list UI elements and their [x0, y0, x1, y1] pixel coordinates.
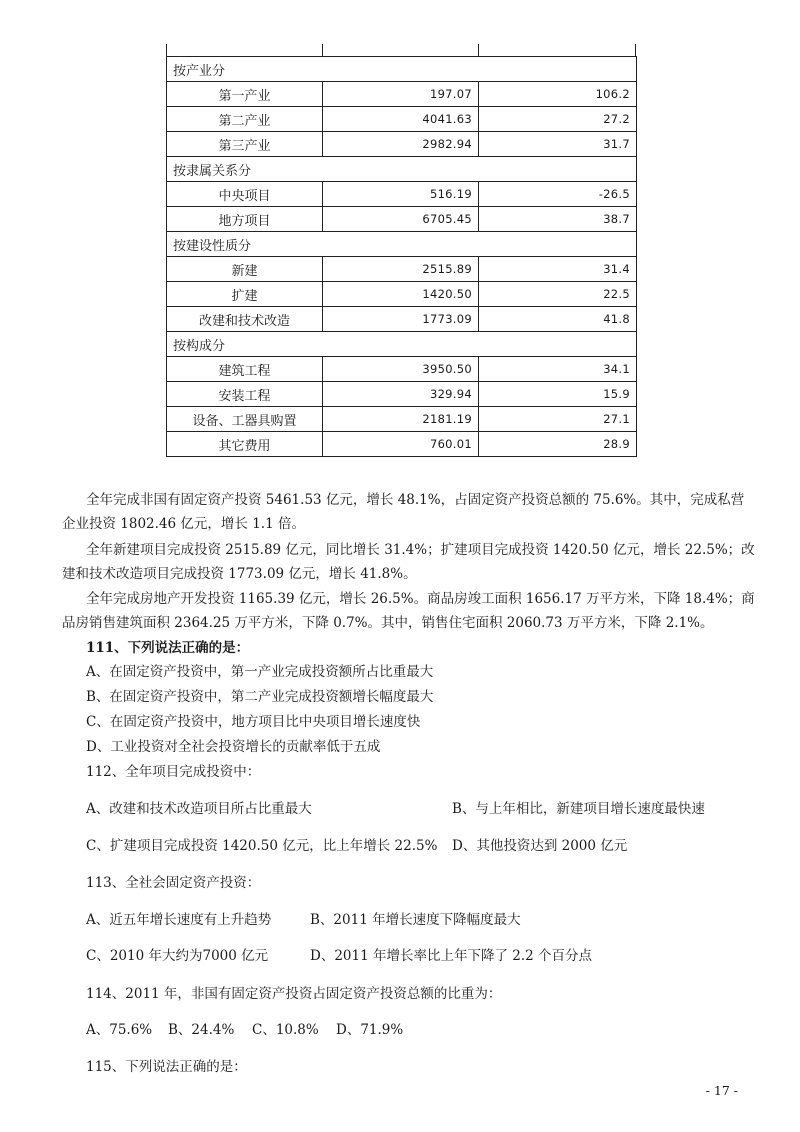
question-112-option-c: C、扩建项目完成投资 1420.50 亿元，比上年增长 22.5%: [86, 838, 438, 854]
row-label: 第三产业: [167, 132, 323, 157]
row-label: 第一产业: [167, 82, 323, 107]
table-row: [167, 257, 637, 282]
row-label: 新建: [167, 257, 323, 282]
question-114-option-c: C、10.8%: [252, 1022, 319, 1038]
investment-table: [166, 44, 636, 457]
question-114-option-d: D、71.9%: [336, 1022, 404, 1038]
question-111-option-b: B、在固定资产投资中，第二产业完成投资额增长幅度最大: [86, 689, 434, 705]
growth-cell: 31.4: [479, 257, 637, 282]
amount-cell: 4041.63: [323, 107, 479, 132]
growth-cell: 106.2: [479, 82, 637, 107]
table-section-row: [167, 232, 637, 257]
amount-cell: 516.19: [323, 182, 479, 207]
table-row: [167, 132, 637, 157]
question-112-stem: 112、全年项目完成投资中：: [86, 764, 261, 780]
question-113-option-b: B、2011 年增长速度下降幅度最大: [310, 912, 521, 928]
table-section-heading: 按构成分: [167, 332, 637, 357]
question-113-option-d: D、2011 年增长率比上年下降了 2.2 个百分点: [310, 948, 593, 964]
table-row: [167, 82, 637, 107]
growth-cell: 28.9: [479, 432, 637, 457]
table-row: [167, 182, 637, 207]
growth-cell: 38.7: [479, 207, 637, 232]
amount-cell: 329.94: [323, 382, 479, 407]
growth-cell: 41.8: [479, 307, 637, 332]
question-111-option-a: A、在固定资产投资中，第一产业完成投资额所占比重最大: [86, 664, 434, 680]
table-row: [167, 282, 637, 307]
growth-cell: 22.5: [479, 282, 637, 307]
question-111-stem: 111、下列说法正确的是：: [86, 640, 250, 656]
table-row: [167, 207, 637, 232]
row-label: 改建和技术改造: [167, 307, 323, 332]
table-section-row: [167, 332, 637, 357]
question-111-option-c: C、在固定资产投资中，地方项目比中央项目增长速度快: [86, 714, 421, 730]
row-label: 扩建: [167, 282, 323, 307]
row-label: 设备、工器具购置: [167, 407, 323, 432]
amount-cell: 760.01: [323, 432, 479, 457]
row-label: 建筑工程: [167, 357, 323, 382]
amount-cell: 2982.94: [323, 132, 479, 157]
amount-cell: 1420.50: [323, 282, 479, 307]
amount-cell: 1773.09: [323, 307, 479, 332]
table-section-heading: 按隶属关系分: [167, 157, 637, 182]
row-label: 安装工程: [167, 382, 323, 407]
growth-cell: -26.5: [479, 182, 637, 207]
paragraph-2-line-2: 建和技术改造项目完成投资 1773.09 亿元，增长 41.8%。: [62, 566, 417, 582]
question-114-option-b: B、24.4%: [168, 1022, 235, 1038]
table-section-heading: 按产业分: [167, 57, 637, 82]
row-label: 第二产业: [167, 107, 323, 132]
investment-data-table: [166, 56, 637, 457]
paragraph-3-line-2: 品房销售建筑面积 2364.25 万平方米，下降 0.7%。其中，销售住宅面积 2060.73 万平方米，下降 2.1%。: [62, 615, 714, 631]
amount-cell: 2515.89: [323, 257, 479, 282]
question-113-option-c: C、2010 年大约为7000 亿元: [86, 948, 269, 964]
row-label: 地方项目: [167, 207, 323, 232]
table-section-row: [167, 157, 637, 182]
question-112-option-d: D、其他投资达到 2000 亿元: [452, 838, 628, 854]
question-113-stem: 113、全社会固定资产投资：: [86, 875, 261, 891]
row-label: 其它费用: [167, 432, 323, 457]
growth-cell: 27.1: [479, 407, 637, 432]
page-number: - 17 -: [705, 1083, 738, 1098]
amount-cell: 197.07: [323, 82, 479, 107]
question-113-option-a: A、近五年增长速度有上升趋势: [86, 912, 272, 928]
paragraph-1-line-2: 企业投资 1802.46 亿元，增长 1.1 倍。: [62, 516, 305, 532]
table-row: [167, 107, 637, 132]
growth-cell: 31.7: [479, 132, 637, 157]
amount-cell: 3950.50: [323, 357, 479, 382]
question-114-option-a: A、75.6%: [86, 1022, 153, 1038]
question-111-option-d: D、工业投资对全社会投资增长的贡献率低于五成: [86, 739, 381, 755]
paragraph-2-line-1: 全年新建项目完成投资 2515.89 亿元，同比增长 31.4%；扩建项目完成投资 1420.50 亿元，增长 22.5%；改: [86, 542, 755, 558]
table-section-heading: 按建设性质分: [167, 232, 637, 257]
amount-cell: 2181.19: [323, 407, 479, 432]
amount-cell: 6705.45: [323, 207, 479, 232]
paragraph-1-line-1: 全年完成非国有固定资产投资 5461.53 亿元，增长 48.1%，占固定资产投资总额的 75.6%。其中，完成私营: [86, 492, 745, 508]
table-row: [167, 307, 637, 332]
table-row: [167, 357, 637, 382]
question-112-option-b: B、与上年相比，新建项目增长速度最快速: [452, 801, 705, 817]
table-section-row: [167, 57, 637, 82]
table-continuation-top: [166, 44, 636, 56]
growth-cell: 27.2: [479, 107, 637, 132]
paragraph-3-line-1: 全年完成房地产开发投资 1165.39 亿元，增长 26.5%。商品房竣工面积 1656.17 万平方米，下降 18.4%；商: [86, 591, 755, 607]
growth-cell: 15.9: [479, 382, 637, 407]
table-row: [167, 407, 637, 432]
table-row: [167, 432, 637, 457]
table-row: [167, 382, 637, 407]
question-115-stem: 115、下列说法正确的是：: [86, 1059, 247, 1075]
question-112-option-a: A、改建和技术改造项目所占比重最大: [86, 801, 312, 817]
question-114-stem: 114、2011 年，非国有固定资产投资占固定资产投资总额的比重为：: [86, 986, 502, 1002]
growth-cell: 34.1: [479, 357, 637, 382]
row-label: 中央项目: [167, 182, 323, 207]
